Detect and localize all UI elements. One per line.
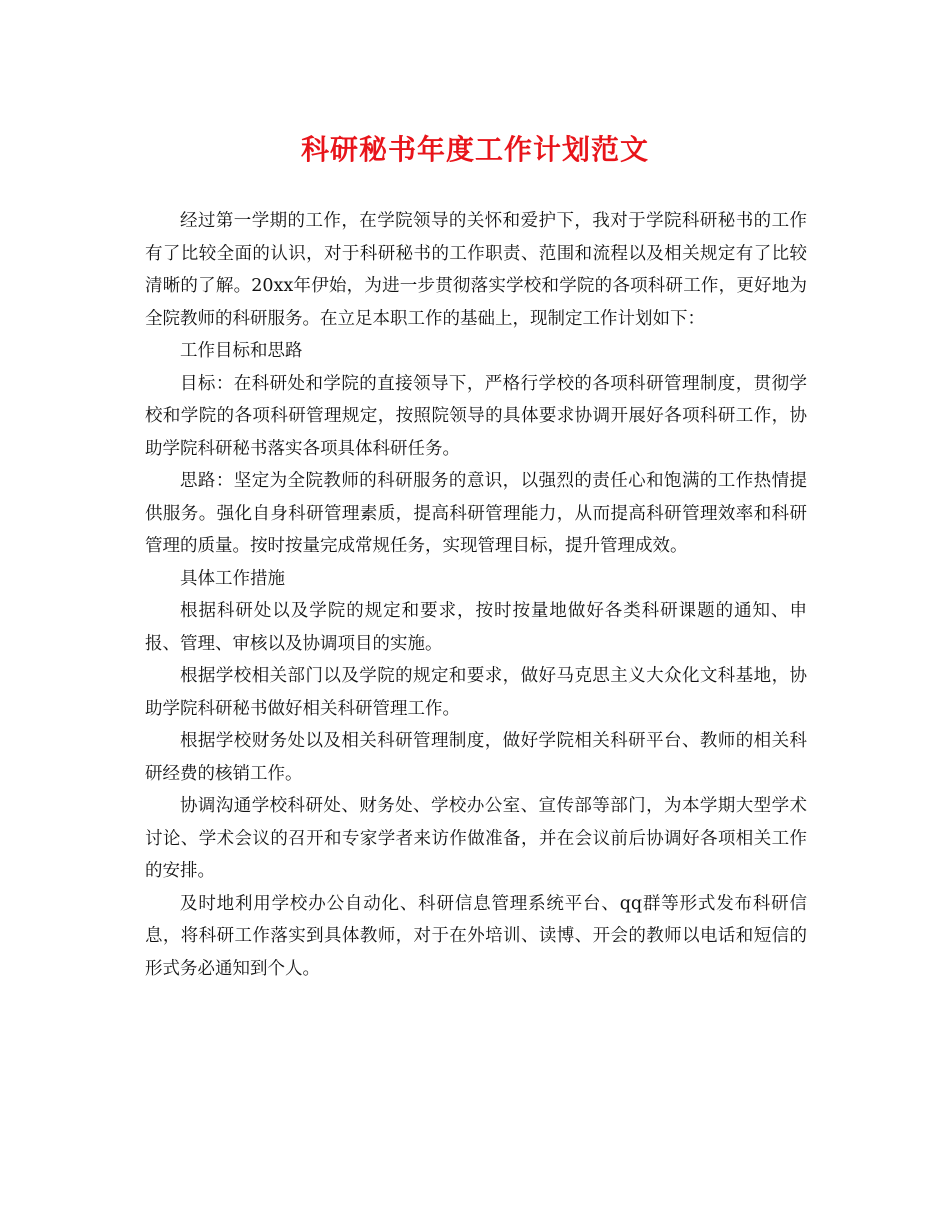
- section-heading-goals: 工作目标和思路: [180, 341, 303, 361]
- paragraph-measure-2: 根据学校相关部门以及学院的规定和要求，做好马克思主义大众化文科基地，协助学院科研秘书做好相关科研管理工作。: [145, 666, 807, 719]
- section-heading-measures: 具体工作措施: [180, 568, 285, 589]
- paragraph-approach: 思路：坚定为全院教师的科研服务的意识，以强烈的责任心和饱满的工作热情提供服务。强化自身科研管理素质，提高科研管理能力，从而提高科研管理效率和科研管理的质量。按时按量完成常规任务，实现管理目标，提升管理成效。: [145, 471, 807, 556]
- paragraph-measure-3: 根据学校财务处以及相关科研管理制度，做好学院相关科研平台、教师的相关科研经费的核销工作。: [145, 731, 807, 784]
- paragraph-intro: 经过第一学期的工作，在学院领导的关怀和爱护下，我对于学院科研秘书的工作有了比较全面的认识，对于科研秘书的工作职责、范围和流程以及相关规定有了比较清晰的了解。20xx年伊始，为进一步贯彻落实学校和学院的各项科研工作，更好地为全院教师的科研服务。在立足本职工作的基础上，现制定工作计划如下：: [145, 211, 807, 329]
- paragraph-measure-4: 协调沟通学校科研处、财务处、学校办公室、宣传部等部门，为本学期大型学术讨论、学术会议的召开和专家学者来访作做准备，并在会议前后协调好各项相关工作的安排。: [145, 796, 807, 881]
- document-title: 科研秘书年度工作计划范文: [300, 133, 649, 166]
- paragraph-measure-1: 根据科研处以及学院的规定和要求，按时按量地做好各类科研课题的通知、申报、管理、审核以及协调项目的实施。: [145, 601, 807, 654]
- paragraph-measure-5: 及时地利用学校办公自动化、科研信息管理系统平台、qq群等形式发布科研信息，将科研工作落实到具体教师，对于在外培训、读博、开会的教师以电话和短信的形式务必通知到个人。: [145, 893, 807, 979]
- document-body: [145, 205, 807, 985]
- paragraph-goal: 目标：在科研处和学院的直接领导下，严格行学校的各项科研管理制度，贯彻学校和学院的各项科研管理规定，按照院领导的具体要求协调开展好各项科研工作，协助学院科研秘书落实各项具体科研任务。: [145, 373, 807, 459]
